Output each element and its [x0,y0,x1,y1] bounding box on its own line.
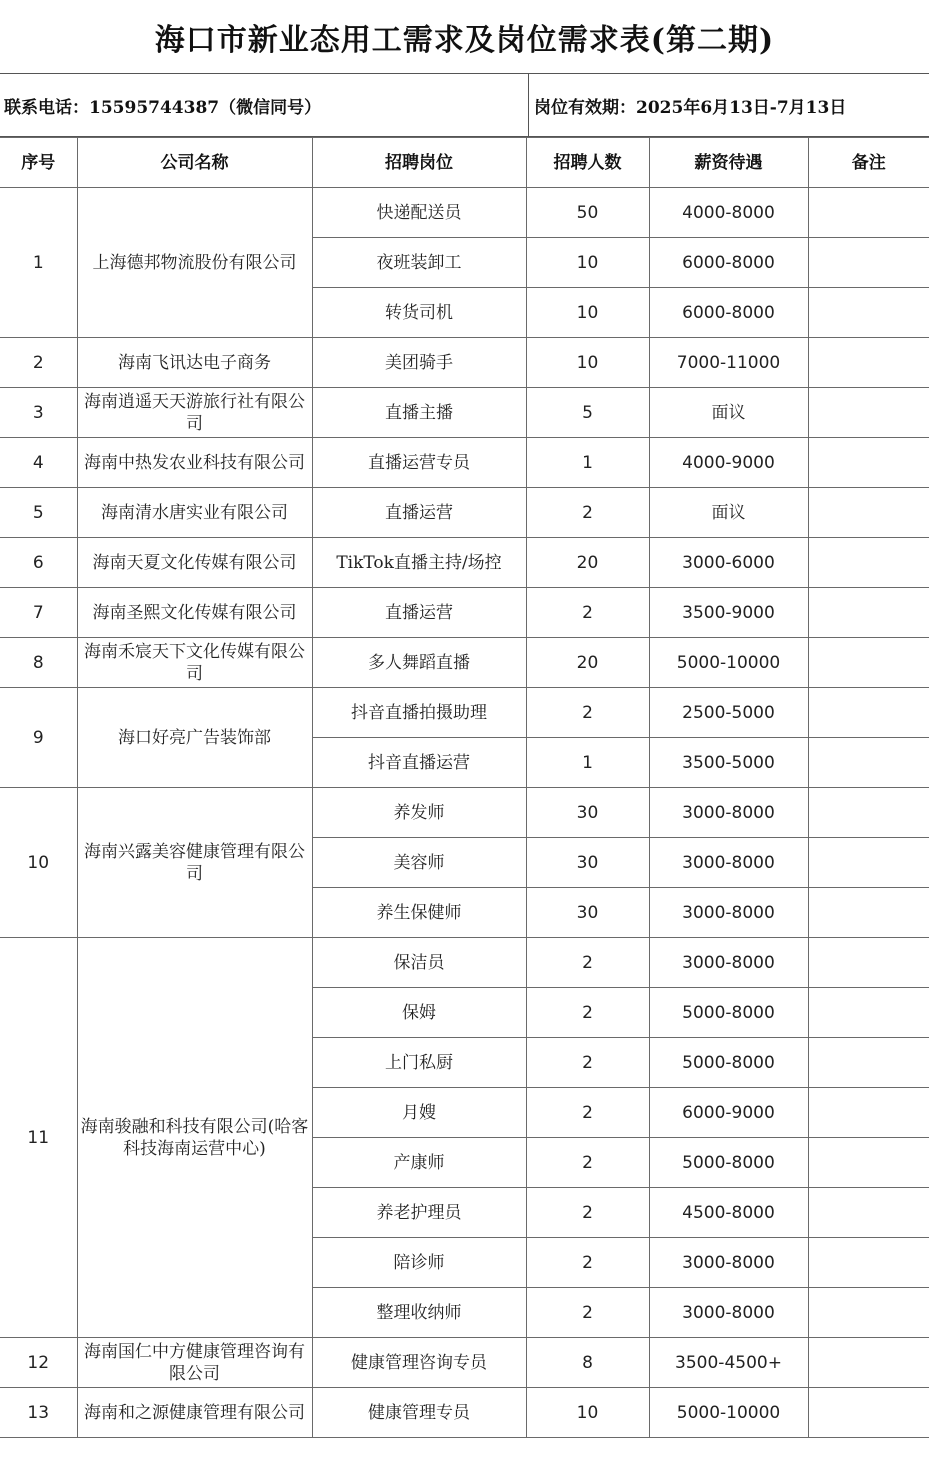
job-remarks [808,1138,929,1188]
job-remarks [808,288,929,338]
job-remarks [808,1338,929,1388]
row-number: 5 [0,488,77,538]
job-remarks [808,1388,929,1438]
job-title: 保洁员 [312,938,526,988]
row-number: 1 [0,188,77,338]
job-title: 养老护理员 [312,1188,526,1238]
job-count: 30 [526,838,649,888]
header-salary: 薪资待遇 [649,138,808,188]
job-count: 10 [526,288,649,338]
job-remarks [808,1288,929,1338]
job-salary: 5000-8000 [649,988,808,1038]
job-count: 8 [526,1338,649,1388]
job-title: 月嫂 [312,1088,526,1138]
job-remarks [808,838,929,888]
job-title: 夜班装卸工 [312,238,526,288]
contact-phone: 联系电话：15595744387（微信同号） [4,97,322,118]
job-salary: 2500-5000 [649,688,808,738]
job-remarks [808,1188,929,1238]
job-salary: 3500-5000 [649,738,808,788]
job-remarks [808,488,929,538]
company-name: 海南兴露美容健康管理有限公司 [77,788,312,938]
job-remarks [808,538,929,588]
row-number: 6 [0,538,77,588]
header-company: 公司名称 [77,138,312,188]
company-name: 海南国仁中方健康管理咨询有限公司 [77,1338,312,1388]
header-row [0,138,929,188]
job-count: 20 [526,638,649,688]
job-salary: 4000-9000 [649,438,808,488]
job-remarks [808,1238,929,1288]
job-salary: 4000-8000 [649,188,808,238]
job-remarks [808,888,929,938]
job-title: 产康师 [312,1138,526,1188]
row-number: 7 [0,588,77,638]
job-title: 直播运营专员 [312,438,526,488]
row-number: 9 [0,688,77,788]
job-remarks [808,588,929,638]
job-salary: 3000-8000 [649,888,808,938]
job-title: 上门私厨 [312,1038,526,1088]
job-salary: 5000-10000 [649,638,808,688]
job-remarks [808,638,929,688]
row-number: 4 [0,438,77,488]
table-row [0,788,929,838]
company-name: 海南天夏文化传媒有限公司 [77,538,312,588]
row-number: 2 [0,338,77,388]
table-row [0,538,929,588]
job-remarks [808,738,929,788]
job-title: 整理收纳师 [312,1288,526,1338]
job-title: 养生保健师 [312,888,526,938]
company-name: 海南和之源健康管理有限公司 [77,1388,312,1438]
job-remarks [808,238,929,288]
job-salary: 6000-8000 [649,288,808,338]
job-title: 直播运营 [312,588,526,638]
job-title: 美容师 [312,838,526,888]
company-name: 海口好亮广告装饰部 [77,688,312,788]
job-title: 抖音直播运营 [312,738,526,788]
job-title: 美团骑手 [312,338,526,388]
job-count: 20 [526,538,649,588]
job-remarks [808,1088,929,1138]
job-count: 50 [526,188,649,238]
job-title: 多人舞蹈直播 [312,638,526,688]
row-number: 12 [0,1338,77,1388]
job-salary: 3000-8000 [649,1238,808,1288]
job-count: 5 [526,388,649,438]
page-title: 海口市新业态用工需求及岗位需求表(第二期) [0,0,929,74]
job-count: 10 [526,338,649,388]
job-salary: 7000-11000 [649,338,808,388]
company-name: 海南飞讯达电子商务 [77,338,312,388]
job-count: 2 [526,988,649,1038]
company-name: 上海德邦物流股份有限公司 [77,188,312,338]
jobs-table [0,137,929,1438]
row-number: 3 [0,388,77,438]
job-count: 2 [526,488,649,538]
table-row [0,638,929,688]
company-name: 海南骏融和科技有限公司(哈客科技海南运营中心) [77,938,312,1338]
company-name: 海南圣熙文化传媒有限公司 [77,588,312,638]
job-count: 10 [526,1388,649,1438]
row-number: 13 [0,1388,77,1438]
job-title: 直播主播 [312,388,526,438]
job-remarks [808,938,929,988]
jobs-body [0,188,929,1438]
table-row [0,388,929,438]
job-title: 保姆 [312,988,526,1038]
row-number: 8 [0,638,77,688]
job-remarks [808,788,929,838]
job-remarks [808,388,929,438]
job-salary: 5000-10000 [649,1388,808,1438]
job-salary: 3500-9000 [649,588,808,638]
job-salary: 3500-4500+ [649,1338,808,1388]
job-salary: 6000-8000 [649,238,808,288]
job-salary: 6000-9000 [649,1088,808,1138]
job-salary: 5000-8000 [649,1038,808,1088]
job-salary: 3000-8000 [649,1288,808,1338]
row-number: 11 [0,938,77,1338]
company-name: 海南中热发农业科技有限公司 [77,438,312,488]
table-row [0,338,929,388]
table-row [0,438,929,488]
job-remarks [808,1038,929,1088]
job-count: 10 [526,238,649,288]
job-count: 30 [526,788,649,838]
job-count: 2 [526,1188,649,1238]
job-salary: 3000-8000 [649,938,808,988]
job-count: 2 [526,588,649,638]
info-divider [528,74,529,136]
job-title: TikTok直播主持/场控 [312,538,526,588]
job-salary: 3000-6000 [649,538,808,588]
job-salary: 3000-8000 [649,788,808,838]
job-salary: 4500-8000 [649,1188,808,1238]
job-salary: 3000-8000 [649,838,808,888]
table-row [0,188,929,238]
job-count: 2 [526,1088,649,1138]
job-count: 30 [526,888,649,938]
job-remarks [808,188,929,238]
job-count: 2 [526,688,649,738]
job-title: 直播运营 [312,488,526,538]
row-number: 10 [0,788,77,938]
info-row [0,74,929,137]
job-remarks [808,988,929,1038]
job-count: 2 [526,1038,649,1088]
job-count: 2 [526,1288,649,1338]
company-name: 海南清水唐实业有限公司 [77,488,312,538]
job-remarks [808,338,929,388]
job-count: 2 [526,1238,649,1288]
job-title: 健康管理专员 [312,1388,526,1438]
table-row [0,688,929,738]
table-row [0,938,929,988]
table-row [0,1338,929,1388]
job-title: 抖音直播拍摄助理 [312,688,526,738]
company-name: 海南禾宸天下文化传媒有限公司 [77,638,312,688]
job-salary: 面议 [649,488,808,538]
job-salary: 面议 [649,388,808,438]
job-title: 健康管理咨询专员 [312,1338,526,1388]
header-position: 招聘岗位 [312,138,526,188]
job-title: 养发师 [312,788,526,838]
job-remarks [808,688,929,738]
validity-period: 岗位有效期：2025年6月13日-7月13日 [534,97,847,118]
table-row [0,488,929,538]
table-row [0,588,929,638]
table-row [0,1388,929,1438]
job-count: 2 [526,1138,649,1188]
job-title: 快递配送员 [312,188,526,238]
job-count: 2 [526,938,649,988]
header-count: 招聘人数 [526,138,649,188]
job-count: 1 [526,438,649,488]
job-title: 转货司机 [312,288,526,338]
job-remarks [808,438,929,488]
job-count: 1 [526,738,649,788]
header-remarks: 备注 [808,138,929,188]
job-salary: 5000-8000 [649,1138,808,1188]
job-title: 陪诊师 [312,1238,526,1288]
header-no: 序号 [0,138,77,188]
company-name: 海南逍遥天天游旅行社有限公司 [77,388,312,438]
